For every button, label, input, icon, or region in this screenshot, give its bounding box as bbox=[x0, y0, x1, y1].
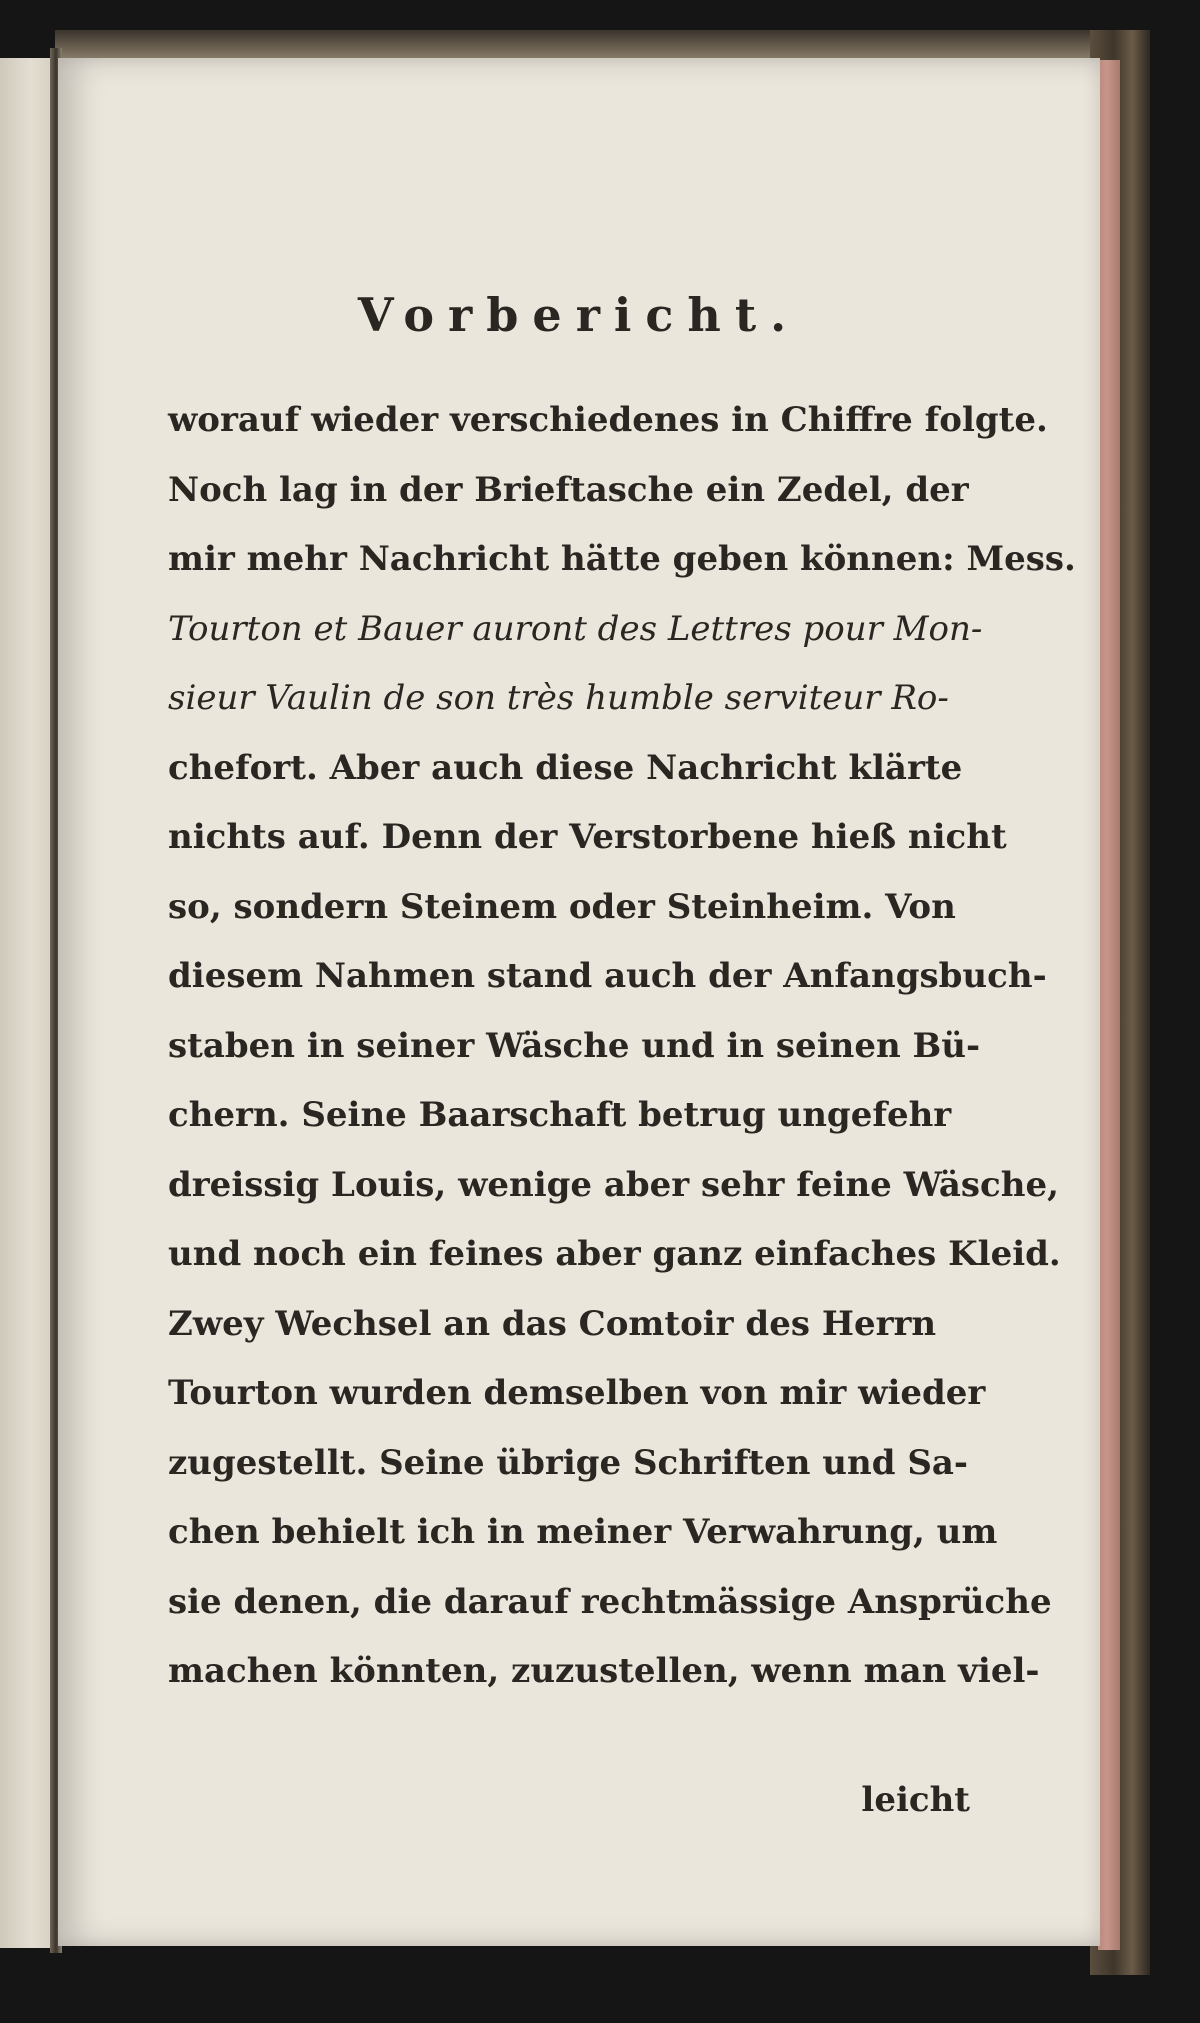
text-line: nichts auf. Denn der Verstorbene hieß nicht bbox=[168, 817, 1007, 857]
text-line: Tourton wurden demselben von mir wieder bbox=[168, 1373, 986, 1413]
text-line: staben in seiner Wäsche und in seinen Bü- bbox=[168, 1025, 981, 1066]
running-head: Vorbericht. bbox=[357, 288, 801, 342]
text-line: Noch lag in der Brieftasche ein Zedel, der bbox=[168, 469, 969, 510]
text-line: so, sondern Steinem oder Steinheim. Von bbox=[168, 886, 956, 927]
text-line: sie denen, die darauf rechtmässige Ansprüche bbox=[168, 1581, 1052, 1622]
text-line: sieur Vaulin de son très humble serviteur Ro- bbox=[168, 678, 949, 718]
text-line: chen behielt ich in meiner Verwahrung, um bbox=[168, 1512, 998, 1552]
text-line: mir mehr Nachricht hätte geben können: Mess. bbox=[168, 539, 1076, 579]
body-text bbox=[168, 386, 1076, 1707]
text-line: worauf wieder verschiedenes in Chiffre folgte. bbox=[168, 400, 1048, 440]
page-edges bbox=[1098, 60, 1120, 1950]
text-line: zugestellt. Seine übrige Schriften und Sa- bbox=[168, 1442, 969, 1483]
text-line: und noch ein feines aber ganz einfaches Kleid. bbox=[168, 1234, 1061, 1274]
text-line: Tourton et Bauer auront des Lettres pour Mon- bbox=[168, 608, 983, 649]
text-line: dreissig Louis, wenige aber sehr feine Wäsche, bbox=[168, 1164, 1059, 1205]
text-line: chern. Seine Baarschaft betrug ungefehr bbox=[168, 1095, 952, 1135]
facing-page bbox=[0, 58, 52, 1948]
book-page bbox=[58, 58, 1100, 1946]
book-cover-top bbox=[55, 30, 1150, 60]
catchword: leicht bbox=[861, 1780, 970, 1820]
text-line: Zwey Wechsel an das Comtoir des Herrn bbox=[168, 1303, 937, 1344]
text-line: machen könnten, zuzustellen, wenn man viel- bbox=[168, 1651, 1040, 1691]
text-line: chefort. Aber auch diese Nachricht klärte bbox=[168, 747, 963, 788]
text-line: diesem Nahmen stand auch der Anfangsbuch- bbox=[168, 956, 1047, 996]
